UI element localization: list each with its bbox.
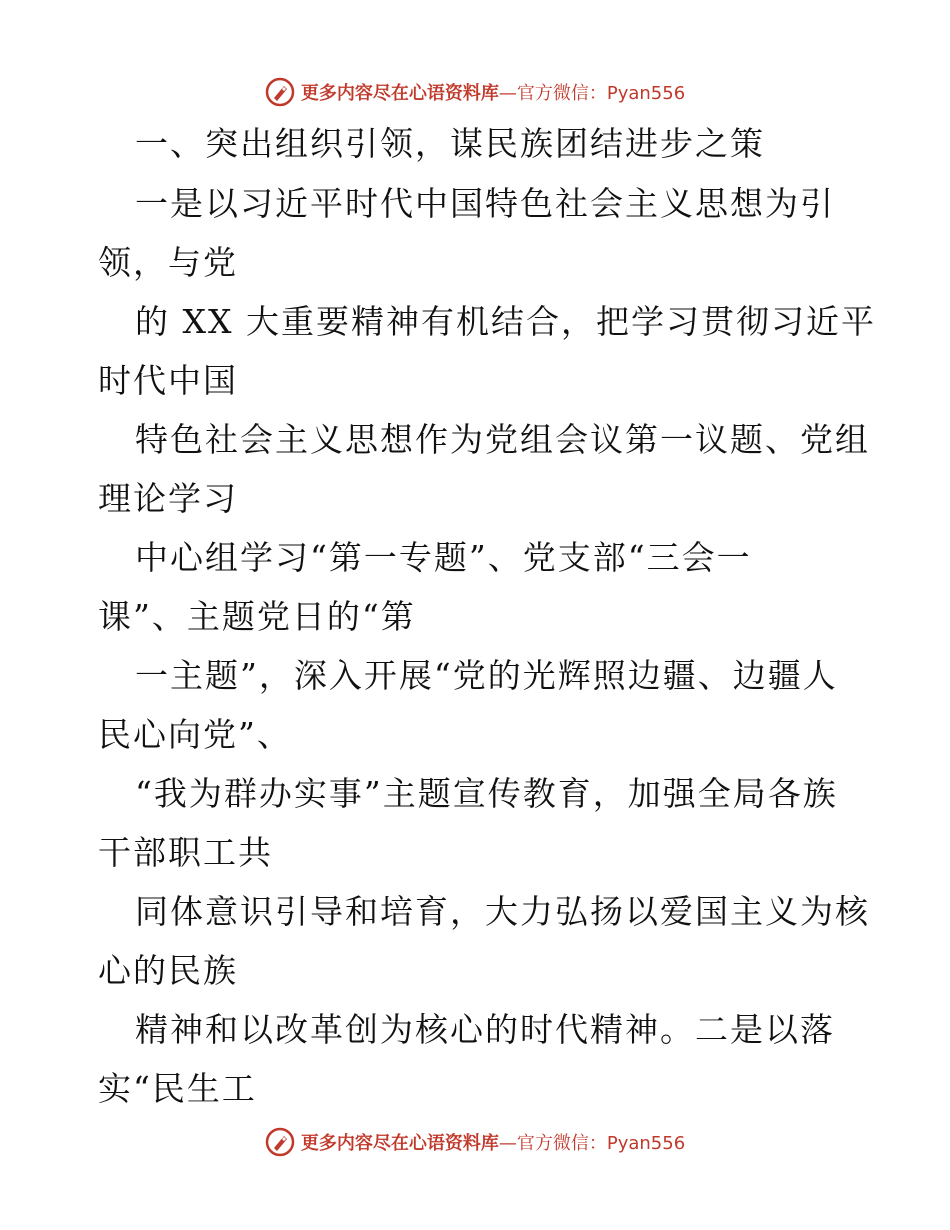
footer-banner-id: Pyan556 bbox=[606, 1133, 686, 1154]
footer-banner bbox=[0, 1122, 950, 1162]
body-line: 领，与党 bbox=[98, 243, 238, 282]
body-line: 理论学习 bbox=[98, 479, 238, 518]
header-banner-subtitle: 官方微信： bbox=[516, 83, 607, 104]
body-line: 同体意识引导和培育，大力弘扬以爱国主义为核 bbox=[135, 892, 870, 931]
pen-nib-logo-icon bbox=[265, 1127, 295, 1157]
body-line: 特色社会主义思想作为党组会议第一议题、党组 bbox=[135, 420, 870, 459]
header-banner-text bbox=[301, 79, 685, 105]
body-line: 时代中国 bbox=[98, 361, 238, 400]
body-line: 中心组学习“第一专题”、党支部“三会一 bbox=[135, 538, 752, 577]
body-line: 课”、主题党日的“第 bbox=[98, 597, 416, 636]
header-banner-dash: — bbox=[498, 83, 517, 104]
body-line: 民心向党”、 bbox=[98, 715, 292, 754]
body-line: 一、突出组织引领，谋民族团结进步之策 bbox=[135, 124, 765, 163]
body-line: 的 XX 大重要精神有机结合，把学习贯彻习近平 bbox=[135, 302, 876, 341]
footer-banner-text bbox=[301, 1129, 685, 1155]
body-line: 干部职工共 bbox=[98, 833, 273, 872]
header-banner-title: 更多内容尽在心语资料库 bbox=[300, 83, 499, 104]
footer-banner-title: 更多内容尽在心语资料库 bbox=[300, 1133, 499, 1154]
pen-nib-logo-icon bbox=[265, 77, 295, 107]
body-line: 一是以习近平时代中国特色社会主义思想为引 bbox=[135, 184, 835, 223]
body-line: 心的民族 bbox=[98, 951, 238, 990]
header-banner-id: Pyan556 bbox=[606, 83, 686, 104]
body-line: “我为群办实事”主题宣传教育，加强全局各族 bbox=[135, 774, 838, 813]
body-line: 精神和以改革创为核心的时代精神。二是以落 bbox=[135, 1010, 835, 1049]
header-banner bbox=[0, 72, 950, 112]
body-line: 一主题”，深入开展“党的光辉照边疆、边疆人 bbox=[135, 656, 838, 695]
footer-banner-subtitle: 官方微信： bbox=[516, 1133, 607, 1154]
footer-banner-dash: — bbox=[498, 1133, 517, 1154]
body-line: 实“民生工 bbox=[98, 1069, 257, 1108]
